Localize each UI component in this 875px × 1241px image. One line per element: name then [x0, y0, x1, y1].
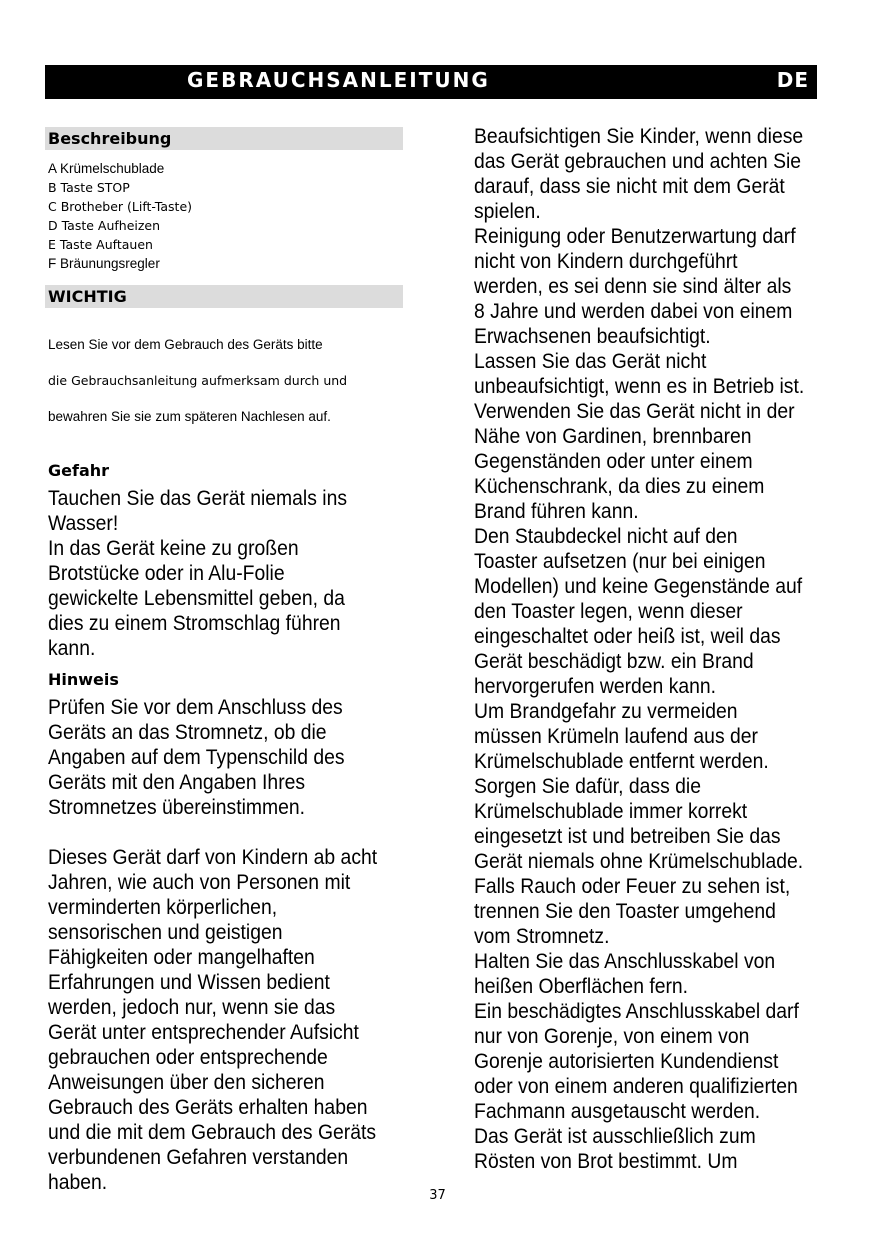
right-column: [474, 124, 834, 1174]
hinweis-heading: Hinweis: [48, 670, 119, 689]
list-item: F Bräunungsregler: [48, 256, 160, 271]
wichtig-line: die Gebrauchsanleitung aufmerksam durch und: [48, 373, 348, 388]
wichtig-line: bewahren Sie sie zum späteren Nachlesen auf.: [48, 409, 331, 424]
gefahr-heading: Gefahr: [48, 461, 110, 480]
wichtig-line: Lesen Sie vor dem Gebrauch des Geräts bitte: [48, 337, 323, 352]
page-header: [45, 65, 817, 99]
safety-text: Beaufsichtigen Sie Kinder, wenn diese das Gerät gebrauchen und achten Sie darauf, dass sie nicht mit dem Gerät spielen. Reinigung oder Benutzerwartung darf nicht von Kindern durchgeführt werden, es sei denn sie sind älter als 8 Jahre und werden dabei von einem Erwachsenen beaufsichtigt. Lassen Sie das Gerät nicht unbeaufsichtigt, wenn es in Betrieb ist. Verwenden Sie das Gerät nicht in der Nähe von Gardinen, brennbaren Gegenständen oder unter einem Küchenschrank, da dies zu einem Brand führen kann. Den Staubdeckel nicht auf den Toaster aufsetzen (nur bei einigen Modellen) und keine Gegenstände auf den Toaster legen, wenn dieser eingeschaltet oder heiß ist, weil das Gerät beschädigt bzw. ein Brand hervorgerufen werden kann. Um Brandgefahr zu vermeiden müssen Krümeln laufend aus der Krümelschublade entfernt werden. Sorgen Sie dafür, dass die Krümelschublade immer korrekt eingesetzt ist und betreiben Sie das Gerät niemals ohne Krümelschublade. Falls Rauch oder Feuer zu sehen ist, trennen Sie den Toaster umgehend vom Stromnetz. Halten Sie das Anschlusskabel von heißen Oberflächen fern. Ein beschädigtes Anschlusskabel darf nur von Gorenje, von einem von Gorenje autorisierten Kundendienst oder von einem anderen qualifizierten Fachmann ausgetauscht werden. Das Gerät ist ausschließlich zum Rösten von Brot bestimmt. Um: [474, 124, 805, 1173]
left-column: [45, 127, 403, 1195]
list-item: B Taste STOP: [48, 180, 130, 195]
beschreibung-heading: Beschreibung: [45, 127, 403, 150]
page-number: 37: [429, 1188, 446, 1203]
gefahr-text: Tauchen Sie das Gerät niemals ins Wasser! In das Gerät keine zu großen Brotstücke oder in Alu-Folie gewickelte Lebensmittel geben, da dies zu einem Stromschlag führen kann.: [48, 486, 348, 660]
description-list: [48, 159, 403, 273]
header-title: GEBRAUCHSANLEITUNG: [187, 68, 490, 92]
hinweis-text-children: Dieses Gerät darf von Kindern ab acht Jahren, wie auch von Personen mit verminderten körperlichen, sensorischen und geistigen Fähigkeiten oder mangelhaften Erfahrungen und Wissen bedient werden, jedoch nur, wenn sie das Gerät unter entsprechender Aufsicht gebrauchen oder entsprechende Anweisungen über den sicheren Gebrauch des Geräts erhalten haben und die mit dem Gebrauch des Geräts verbundenen Gefahren verstanden haben.: [48, 845, 378, 1194]
language-code: DE: [776, 68, 809, 92]
wichtig-text: [48, 318, 403, 444]
wichtig-heading: WICHTIG: [45, 285, 403, 308]
list-item: D Taste Aufheizen: [48, 218, 161, 233]
list-item: E Taste Auftauen: [48, 237, 153, 252]
list-item: C Brotheber (Lift-Taste): [48, 199, 193, 214]
hinweis-text: Prüfen Sie vor dem Anschluss des Geräts an das Stromnetz, ob die Angaben auf dem Typenschild des Geräts mit den Angaben Ihres Stromnetzes übereinstimmen.: [48, 695, 345, 819]
list-item: A Krümelschublade: [48, 161, 165, 176]
